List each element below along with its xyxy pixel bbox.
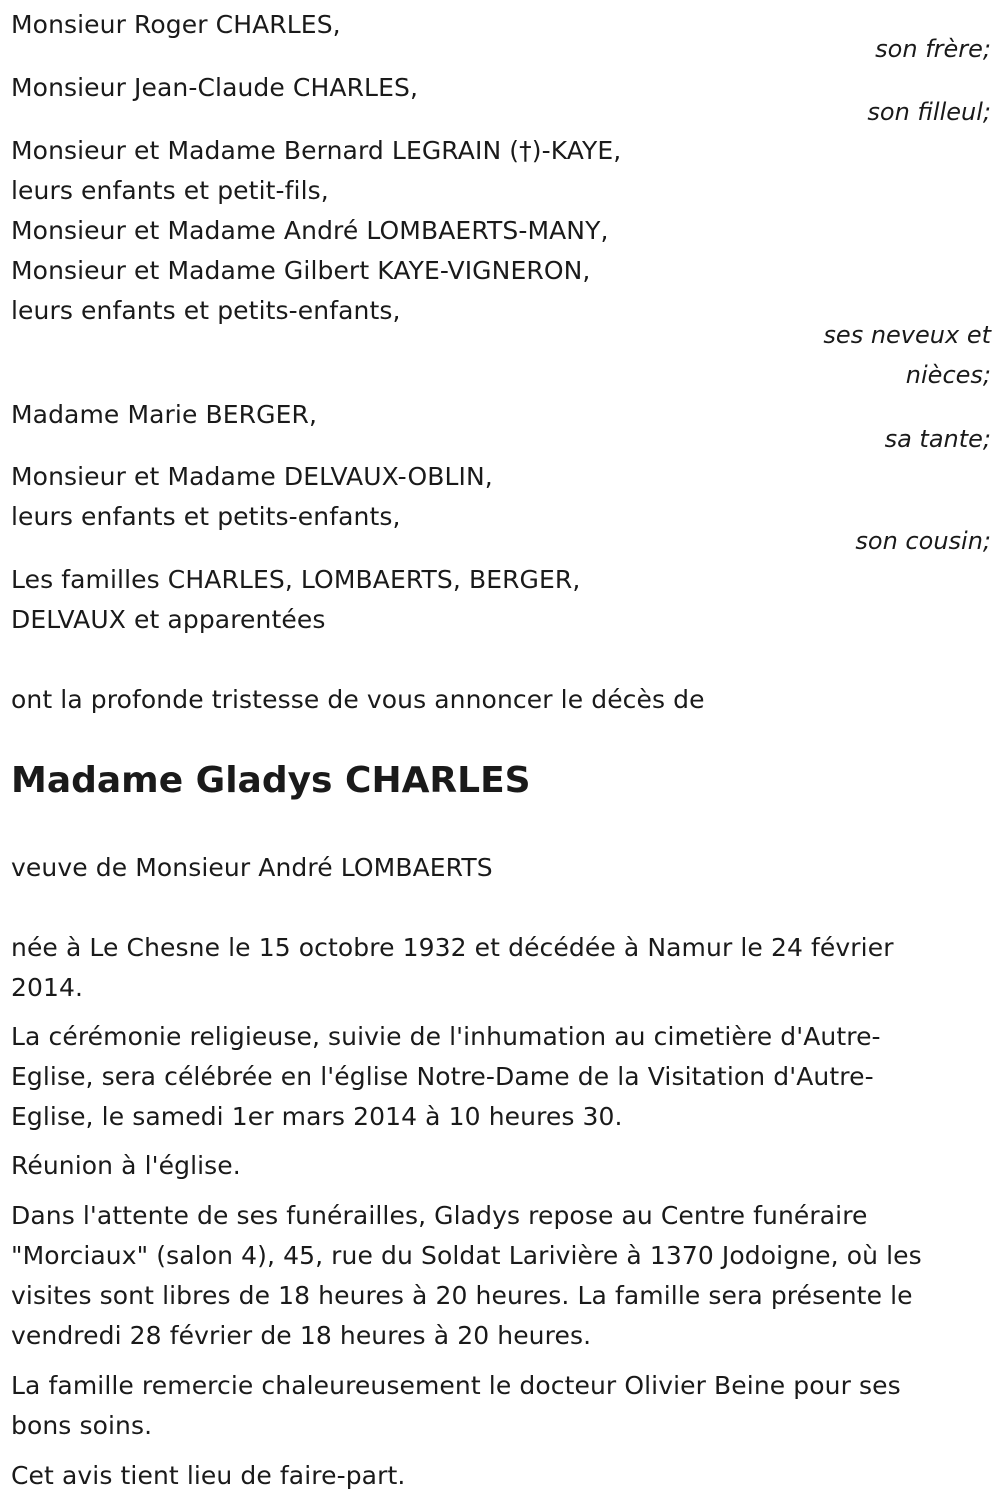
relation-aunt: sa tante; — [884, 425, 991, 453]
birth-death-line2: 2014. — [11, 973, 84, 1002]
family-line-kaye-children: leurs enfants et petits-enfants, — [11, 296, 401, 325]
relation-nephews-line1: ses neveux et — [823, 321, 991, 349]
meeting-text: Réunion à l'église. — [11, 1151, 241, 1180]
relation-nephews-line2: nièces; — [905, 361, 991, 389]
relation-godson: son filleul; — [867, 98, 991, 126]
relation-cousin: son cousin; — [855, 527, 991, 555]
relation-brother: son frère; — [875, 35, 991, 63]
family-line-kaye: Monsieur et Madame Gilbert KAYE-VIGNERON, — [11, 256, 591, 285]
family-line-delvaux: Monsieur et Madame DELVAUX-OBLIN, — [11, 462, 493, 491]
visits-line2: "Morciaux" (salon 4), 45, rue du Soldat Larivière à 1370 Jodoigne, où les — [11, 1241, 922, 1270]
family-line-legrain-children: leurs enfants et petit-fils, — [11, 176, 329, 205]
family-line-berger: Madame Marie BERGER, — [11, 400, 318, 429]
closing-text: Cet avis tient lieu de faire-part. — [11, 1461, 406, 1490]
thanks-line2: bons soins. — [11, 1411, 153, 1440]
visits-line1: Dans l'attente de ses funérailles, Gladys repose au Centre funéraire — [11, 1201, 868, 1230]
family-line-delvaux-children: leurs enfants et petits-enfants, — [11, 502, 401, 531]
visits-line3: visites sont libres de 18 heures à 20 heures. La famille sera présente le — [11, 1281, 913, 1310]
ceremony-line3: Eglise, le samedi 1er mars 2014 à 10 heures 30. — [11, 1102, 623, 1131]
announcement-text: ont la profonde tristesse de vous annoncer le décès de — [11, 685, 705, 714]
family-line-roger: Monsieur Roger CHARLES, — [11, 10, 341, 39]
deceased-name: Madame Gladys CHARLES — [11, 760, 531, 801]
family-line-lombaerts: Monsieur et Madame André LOMBAERTS-MANY, — [11, 216, 609, 245]
birth-death-line1: née à Le Chesne le 15 octobre 1932 et décédée à Namur le 24 février — [11, 933, 894, 962]
widow-of-text: veuve de Monsieur André LOMBAERTS — [11, 853, 493, 882]
thanks-line1: La famille remercie chaleureusement le docteur Olivier Beine pour ses — [11, 1371, 901, 1400]
family-line-legrain: Monsieur et Madame Bernard LEGRAIN (†)-KAYE, — [11, 136, 622, 165]
family-line-families: Les familles CHARLES, LOMBAERTS, BERGER, — [11, 565, 581, 594]
ceremony-line2: Eglise, sera célébrée en l'église Notre-Dame de la Visitation d'Autre- — [11, 1062, 874, 1091]
ceremony-line1: La cérémonie religieuse, suivie de l'inhumation au cimetière d'Autre- — [11, 1022, 881, 1051]
family-line-families-cont: DELVAUX et apparentées — [11, 605, 326, 634]
family-line-jean-claude: Monsieur Jean-Claude CHARLES, — [11, 73, 419, 102]
visits-line4: vendredi 28 février de 18 heures à 20 heures. — [11, 1321, 592, 1350]
